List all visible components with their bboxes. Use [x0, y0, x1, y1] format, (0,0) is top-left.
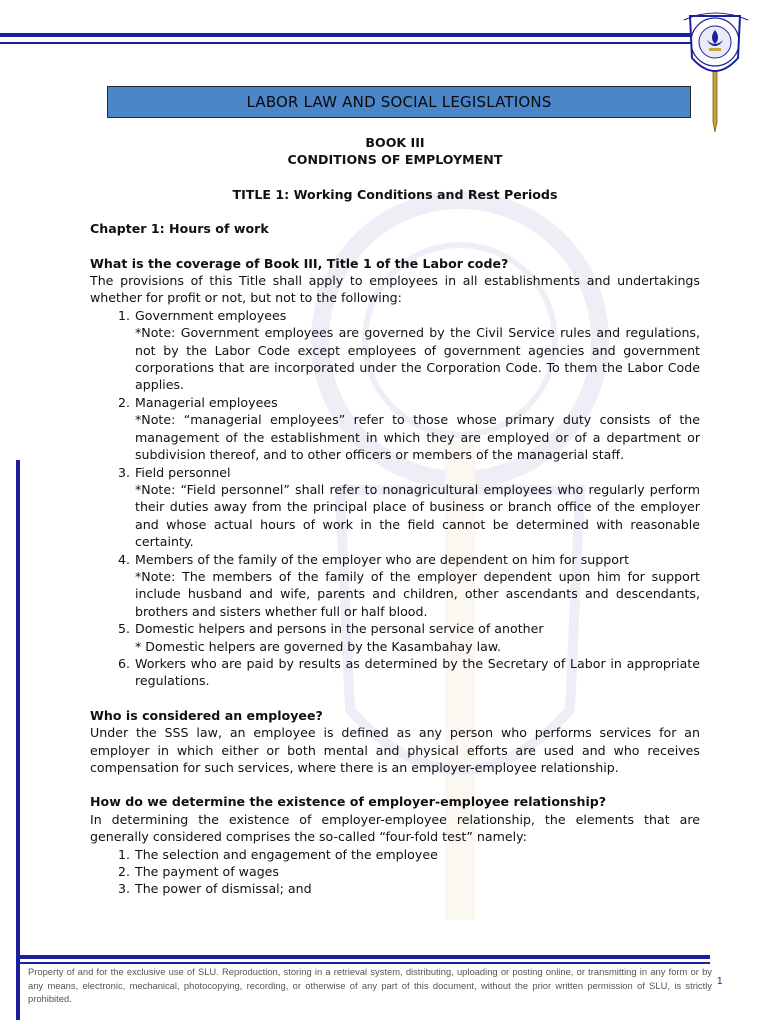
question-relationship: How do we determine the existence of employer-employee relationship? — [90, 794, 607, 810]
copyright-notice: Property of and for the exclusive use of SLU. Reproduction, storing in a retrieval system, distributing, uploading or posting online, or transmitting in any form or by any means, electronic, mechanical, photocopying, recording, or otherwise of any part of this document, without the prior written permission of SLU, is strictly prohibited. — [28, 966, 712, 1005]
document-body — [90, 134, 700, 898]
header-rule-thin — [0, 42, 712, 44]
paragraph-relationship: In determining the existence of employer-employee relationship, the elements that are generally considered comprises the so-called “four-fold test” namely: — [90, 811, 700, 845]
book-title: CONDITIONS OF EMPLOYMENT — [287, 152, 503, 168]
course-title: LABOR LAW AND SOCIAL LEGISLATIONS — [246, 93, 552, 111]
question-coverage: What is the coverage of Book III, Title 1 of the Labor code? — [90, 255, 509, 271]
question-employee: Who is considered an employee? — [90, 707, 323, 723]
list-item: 3. The power of dismissal; and — [117, 881, 312, 897]
list-item: 1. The selection and engagement of the employee — [117, 846, 438, 862]
list-item: 1. Government employees *Note: Government employees are governed by the Civil Service rules and regulations, not by the Labor Code except employees of government agencies and government corporations that are incorporated under the Corporation Code. To them the Labor Code applies. — [117, 307, 700, 393]
list-item: 6. Workers who are paid by results as determined by the Secretary of Labor in appropriate regulations. — [117, 655, 700, 689]
list-item: 4. Members of the family of the employer who are dependent on him for support *Note: The members of the family of the employer dependent upon him for support include husband and wife, parents and children, other ascendants and descendants, brothers and sisters whether full or half blood. — [117, 551, 700, 619]
chapter-heading: Chapter 1: Hours of work — [90, 221, 269, 237]
footer-rule-thin — [16, 962, 710, 964]
paragraph-employee: Under the SSS law, an employee is defined as any person who performs services for an employer in which either or both mental and physical efforts are used and who receives compensation for such services, where there is an employer-employee relationship. — [90, 725, 700, 775]
university-seal-icon — [682, 2, 768, 132]
paragraph-coverage: The provisions of this Title shall apply to employees in all establishments and undertakings whether for profit or not, but not to the following: — [90, 273, 700, 306]
header-rule-thick — [0, 33, 712, 37]
list-item: 2. The payment of wages — [117, 864, 279, 880]
book-number: BOOK III — [365, 135, 425, 150]
list-item: 2. Managerial employees *Note: “managerial employees” refer to those whose primary duty consists of the management of the establishment in which they are employed or of a department or subdivision thereof, and to other officers or members of the managerial staff. — [117, 394, 700, 463]
list-item: 3. Field personnel *Note: “Field personnel” shall refer to nonagricultural employees who regularly perform their duties away from the principal place of business or branch office of the employer and whose actual hours of work in the field cannot be determined with reasonable certainty. — [117, 464, 700, 550]
title-heading: TITLE 1: Working Conditions and Rest Periods — [232, 186, 558, 202]
four-fold-test-list — [90, 846, 700, 898]
footer-rule-thick — [16, 955, 710, 959]
exclusion-list — [90, 307, 700, 690]
page-number: 1 — [717, 976, 723, 987]
course-title-bar — [107, 86, 691, 118]
list-item: 5. Domestic helpers and persons in the personal service of another * Domestic helpers are governed by the Kasambahay law. — [117, 621, 544, 654]
left-margin-rule — [16, 460, 20, 1020]
